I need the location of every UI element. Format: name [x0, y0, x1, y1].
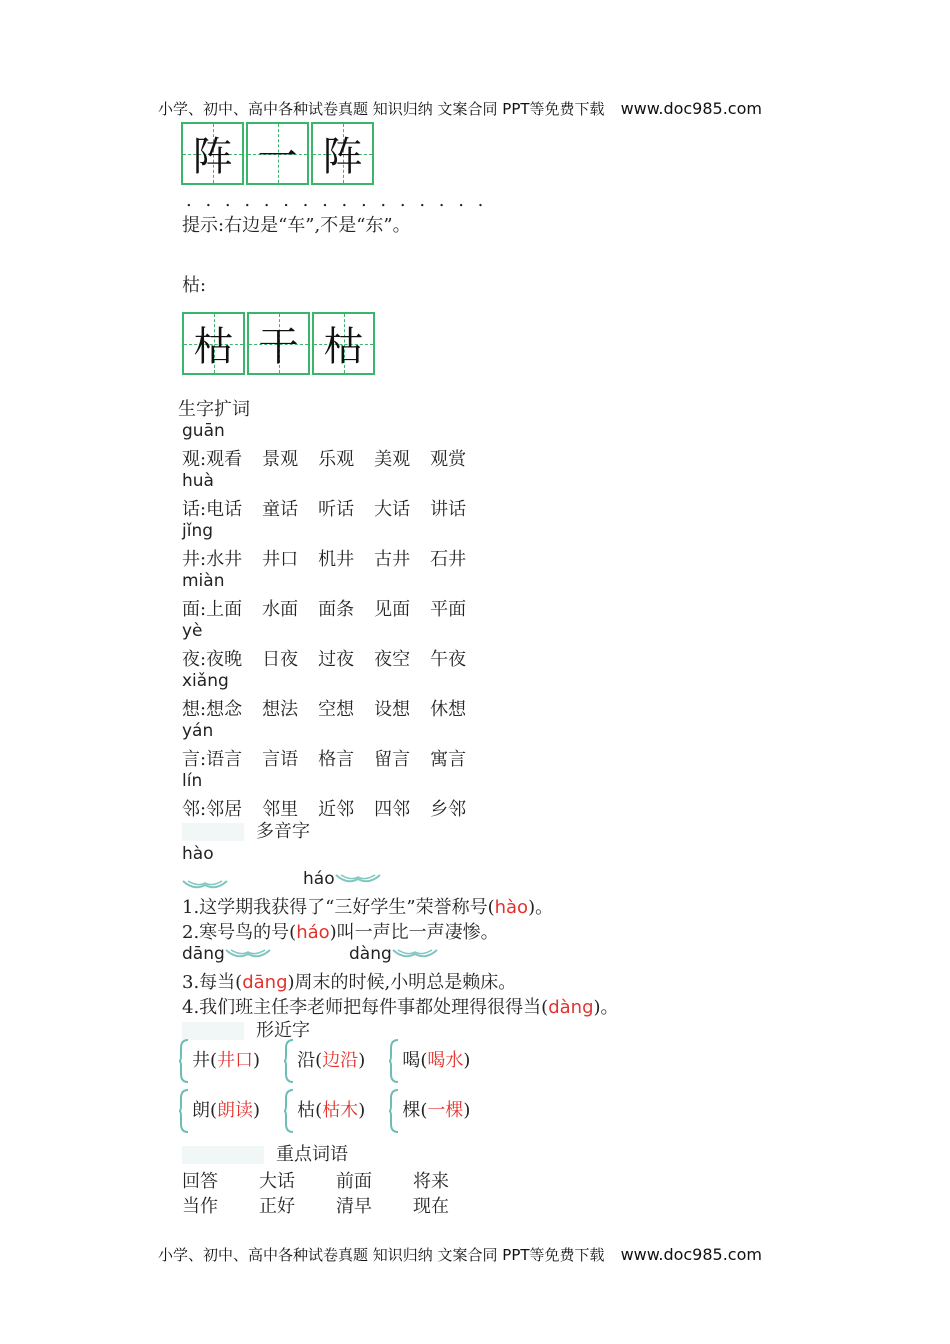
word: 平面: [430, 599, 467, 620]
wave-mark: [182, 874, 228, 893]
word: 观看: [206, 449, 243, 470]
sentence-3: 3.每当(dāng)周末的时候,小明总是赖床。: [182, 972, 517, 993]
answer: dàng: [548, 997, 594, 1018]
word: 过夜: [318, 649, 355, 670]
word: 美观: [374, 449, 411, 470]
similar-pair: 喝(喝水): [388, 1038, 470, 1084]
keyword: 回答: [182, 1171, 218, 1192]
word: 邻里: [262, 799, 299, 820]
word: 休想: [430, 699, 467, 720]
pinyin-dang1: dāng: [182, 944, 271, 964]
word-row: [182, 645, 486, 671]
row-char: 夜:: [182, 649, 207, 670]
sentence-1: 1.这学期我获得了“三好学生”荣誉称号(hào)。: [182, 897, 554, 918]
banner-text: 小学、初中、高中各种试卷真题 知识归纳 文案合同 PPT等免费下载: [158, 100, 605, 118]
word: 大话: [374, 499, 411, 520]
row-pinyin: xiǎng: [182, 671, 229, 691]
word: 电话: [206, 499, 243, 520]
ku-label: 枯:: [182, 275, 207, 296]
similar-pair: 枯(枯木): [283, 1088, 365, 1134]
word-row: [182, 545, 486, 571]
word: 夜空: [374, 649, 411, 670]
writing-grid-2: [182, 312, 377, 375]
keyword: 当作: [182, 1196, 218, 1217]
word: 水井: [206, 549, 243, 570]
word-row: [182, 445, 486, 471]
word: 上面: [206, 599, 243, 620]
row-char: 面:: [182, 599, 207, 620]
word: 想念: [206, 699, 243, 720]
word: 留言: [374, 749, 411, 770]
word: 景观: [262, 449, 299, 470]
answer: hào: [494, 897, 529, 918]
grid-cell: 干: [247, 312, 310, 375]
word: 近邻: [318, 799, 355, 820]
section-tag: [182, 1146, 264, 1164]
grid-cell: 阵: [181, 122, 244, 185]
word: 邻居: [206, 799, 243, 820]
banner-url: www.doc985.com: [620, 1245, 762, 1264]
keywords-title: 重点词语: [276, 1144, 348, 1165]
keyword: 前面: [336, 1171, 372, 1192]
word: 夜晚: [206, 649, 243, 670]
row-pinyin: jǐng: [182, 521, 214, 541]
row-char: 井:: [182, 549, 207, 570]
row-char: 想:: [182, 699, 207, 720]
word: 空想: [318, 699, 355, 720]
keyword: 正好: [259, 1196, 295, 1217]
answer: dāng: [242, 972, 288, 993]
row-char: 邻:: [182, 799, 207, 820]
keyword: 现在: [413, 1196, 449, 1217]
emphasis-dots: . . . . . . . . . . . . . . . .: [186, 190, 488, 211]
row-pinyin: huà: [182, 471, 214, 491]
similar-row-bottom: [178, 1088, 488, 1134]
similar-row-top: [178, 1038, 488, 1084]
word: 午夜: [430, 649, 467, 670]
word: 井口: [262, 549, 299, 570]
hint-text: 提示:右边是“车”,不是“东”。: [182, 215, 411, 236]
sentence-2: 2.寒号鸟的号(háo)叫一声比一声凄惨。: [182, 922, 499, 943]
grid-cell: 枯: [182, 312, 245, 375]
section-tag: [182, 823, 244, 841]
word: 面条: [318, 599, 355, 620]
word: 想法: [262, 699, 299, 720]
row-pinyin: yán: [182, 721, 214, 741]
pinyin-hao4: hào: [182, 844, 214, 864]
writing-grid-1: [181, 122, 376, 185]
row-pinyin: miàn: [182, 571, 225, 591]
word: 语言: [206, 749, 243, 770]
grid-cell: 一: [246, 122, 309, 185]
similar-pair: 棵(一棵): [388, 1088, 470, 1134]
row-pinyin: lín: [182, 771, 203, 791]
banner-url: www.doc985.com: [620, 99, 762, 118]
word: 童话: [262, 499, 299, 520]
keywords-header: [182, 1140, 348, 1166]
keyword: 大话: [259, 1171, 295, 1192]
word: 石井: [430, 549, 467, 570]
grid-cell: 阵: [311, 122, 374, 185]
bottom-banner: [158, 1244, 762, 1265]
keyword: 将来: [413, 1171, 449, 1192]
expand-title: 生字扩词: [178, 399, 250, 420]
grid-cell: 枯: [312, 312, 375, 375]
similar-title: 形近字: [256, 1020, 310, 1041]
word: 设想: [374, 699, 411, 720]
word-row: [182, 745, 486, 771]
banner-text: 小学、初中、高中各种试卷真题 知识归纳 文案合同 PPT等免费下载: [158, 1246, 605, 1264]
word: 乡邻: [430, 799, 467, 820]
row-char: 话:: [182, 499, 207, 520]
keyword: 清早: [336, 1196, 372, 1217]
word-row: [182, 495, 486, 521]
word: 见面: [374, 599, 411, 620]
word-row: [182, 695, 486, 721]
word: 四邻: [374, 799, 411, 820]
similar-pair: 井(井口): [178, 1038, 260, 1084]
row-pinyin: yè: [182, 621, 203, 641]
polyphone-header: [182, 817, 310, 843]
word: 观赏: [430, 449, 467, 470]
word: 听话: [318, 499, 355, 520]
word-row: [182, 595, 486, 621]
answer: háo: [296, 922, 330, 943]
keywords-row-1: [182, 1167, 490, 1193]
similar-pair: 沿(边沿): [283, 1038, 365, 1084]
word: 格言: [318, 749, 355, 770]
polyphone-title: 多音字: [256, 821, 310, 842]
word: 日夜: [262, 649, 299, 670]
word: 水面: [262, 599, 299, 620]
word: 言语: [262, 749, 299, 770]
row-char: 观:: [182, 449, 207, 470]
word: 古井: [374, 549, 411, 570]
keywords-row-2: [182, 1192, 490, 1218]
word: 讲话: [430, 499, 467, 520]
top-banner: [158, 98, 762, 119]
word: 乐观: [318, 449, 355, 470]
pinyin-dang4: dàng: [349, 944, 438, 964]
pinyin-hao2: háo: [303, 869, 381, 889]
sentence-4: 4.我们班主任李老师把每件事都处理得很得当(dàng)。: [182, 997, 619, 1018]
word: 寓言: [430, 749, 467, 770]
row-char: 言:: [182, 749, 207, 770]
row-pinyin: guān: [182, 421, 225, 441]
similar-pair: 朗(朗读): [178, 1088, 260, 1134]
word: 机井: [318, 549, 355, 570]
